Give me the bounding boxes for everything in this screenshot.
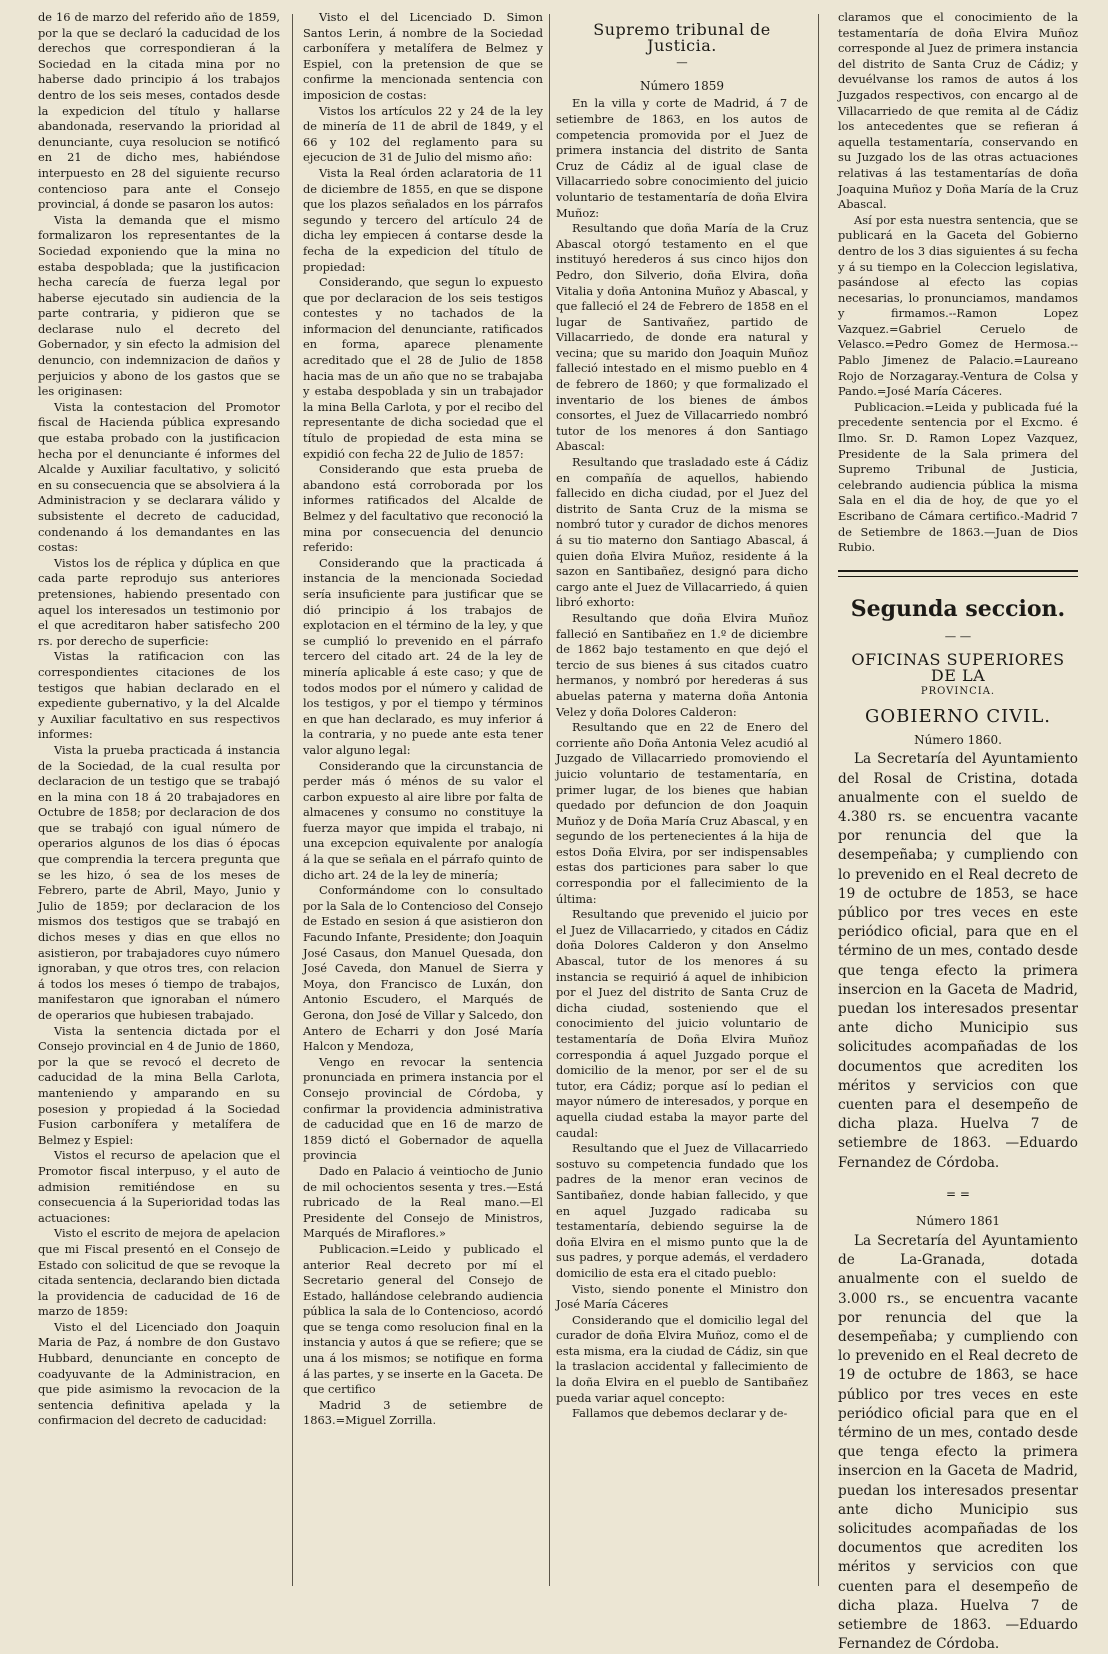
paragraph: Publicacion.=Leido y publicado el anterior Real decreto por mí el Secretario general del Consejo de Estado, hallándose celebrando audiencia pública la sala de lo Contencioso, acordó que se tenga como resolucion final en la instancia y autos á que se refiere; que se una á los mismos; se notifique en forma á las partes, y se inserte en la Gaceta. De que certifico	[303, 1241, 543, 1397]
column-rule	[292, 14, 293, 1586]
section-heading: Supremo tribunal de Justicia.	[593, 20, 771, 55]
column-rule	[549, 14, 550, 1586]
paragraph: Considerando que la circunstancia de perder más ó ménos de su valor el carbon expuesto al aire libre por falta de almacenes y consumo no constituye la fuerza mayor que impida el trabajo, ni una excepcion equivalente por analogía á la que se señala en el párrafo quinto de dicho art. 24 de la ley de minería;	[303, 758, 543, 882]
paragraph: Publicacion.=Leida y publicada fué la precedente sentencia por el Excmo. é Ilmo. Sr. D. Ramon Lopez Vazquez, Presidente de la Sala primera del Supremo Tribunal de Justicia, celebrando audiencia pública la misma Sala en el dia de hoy, de que yo el Escribano de Cámara certifico.-Madrid 7 de Setiembre de 1863.—Juan de Dios Rubio.	[838, 399, 1078, 555]
paragraph: Visto el del Licenciado D. Simon Santos Lerin, á nombre de la Sociedad carbonífera y metalífera de Belmez y Espiel, con la pretension de que se confirme la mencionada sentencia con imposicion de costas:	[303, 10, 543, 102]
paragraph: Resultando que doña Elvira Muñoz falleció en Santibañez en 1.º de diciembre de 1862 bajo testamento en que dejó el tercio de sus bienes á sus citados cuatro hermanos, y nombró por herederas á sus abuelas paterna y materna doña Antonia Velez y doña Dolores Calderon:	[556, 610, 808, 719]
entry-number: Número 1859	[639, 78, 725, 93]
subsection-title: OFICINAS SUPERIORES DE LA	[851, 650, 1065, 685]
paragraph: Visto el escrito de mejora de apelacion que mi Fiscal presentó en el Consejo de Estado con solicitud de que se revoque la citada sentencia, declarando bien dictada la providencia de caducidad de 16 de marzo de 1859:	[38, 1226, 280, 1319]
paragraph: Vistos los de réplica y dúplica en que cada parte reprodujo sus anteriores pretensiones, habiendo presentado con aquel los interesados un testimonio por el que acreditaron haber satisfecho 200 rs. por derecho de superficie:	[38, 555, 280, 648]
paragraph: Vista la contestacion del Promotor fiscal de Hacienda pública expresando que estaba probado con la justificacion hecha por el denunciante é informes del Alcalde y Auxiliar facultativo, y solicitó en su consecuencia que se absolviera á la Administracion y se declarara válido y subsistente el decreto de caducidad, condenando á los demandantes en las costas:	[38, 399, 280, 555]
paragraph: Vista la sentencia dictada por el Consejo provincial en 4 de Junio de 1860, por la que se revocó el decreto de caducidad de la mina Bella Carlota, manteniendo y amparando en su posesion y propiedad á la Sociedad Fusion carbonífera y metalífera de Belmez y Espiel:	[38, 1023, 280, 1147]
column-1	[38, 10, 280, 1590]
divider	[838, 570, 1078, 572]
paragraph: Considerando que esta prueba de abandono está corroborada por los informes ratificados del Alcalde de Belmez y del facultativo que reconoció la mina por consecuencia del denuncio referido:	[303, 462, 543, 555]
column-2	[303, 10, 543, 1590]
divider	[838, 576, 1078, 577]
separator: = =	[946, 1186, 970, 1201]
paragraph: Resultando que el Juez de Villacarriedo sostuvo su competencia fundado que los padres de la menor eran vecinos de Santibañez, donde habian fallecido, y que en aquel Juzgado radicaba su testamentaría, debiendo seguirse la de doña Elvira en el mismo punto que la de sus padres, y porque además, el verdadero domicilio de esta era el citado pueblo:	[556, 1141, 808, 1280]
paragraph: Vista la prueba practicada á instancia de la Sociedad, de la cual resulta por declaracion de un testigo que se trabajó en la mina con 18 á 20 trabajadores en Octubre de 1858; por declaracion de dos que se trabajó con igual número de operarios algunos de los dias ó épocas que comprendia la tercera pregunta que se les hizo, ó sea de los meses de Febrero, parte de Abril, Mayo, Junio y Julio de 1859; por declaracion de los mismos dos testigos que se trabajó en dichos meses y dias en que ellos no asistieron, por trabajadores cuyo número ignoraban, y que otros tres, con relacion á todos los meses ó tiempo de trabajos, manifestaron que ignoraban el número de operarios que hubiesen trabajado.	[38, 742, 280, 1022]
divider: —	[676, 55, 688, 70]
paragraph: Así por esta nuestra sentencia, que se publicará en la Gaceta del Gobierno dentro de los 3 dias siguientes á su fecha y á su tiempo en la Coleccion legislativa, pasándose al efecto las copias necesarias, lo pronunciamos, mandamos y firmamos.--Ramon Lopez Vazquez.=Gabriel Ceruelo de Velasco.=Pedro Gomez de Hermosa.--Pablo Jimenez de Palacio.=Laureano Rojo de Norzagaray.-Ventura de Colsa y Pando.=José María Cáceres.	[838, 212, 1078, 399]
paragraph: Considerando que la practicada á instancia de la mencionada Sociedad sería insuficiente para justificar que se dió principio á los trabajos de explotacion en el término de la ley, y que se cumplió lo prevenido en el párrafo tercero del citado art. 24 de la ley de minería aplicable á este caso; y que de todos modos por el número y calidad de los testigos, y por el tiempo y términos en que han declarado, es muy inferior á la contraria, y no puede ante esta tener valor alguno legal:	[303, 555, 543, 757]
divider: — —	[944, 628, 972, 643]
paragraph: Visto el del Licenciado don Joaquin Maria de Paz, á nombre de don Gustavo Hubbard, denunciante en concepto de coadyuvante de la Administracion, en que pide asimismo la revocacion de la sentencia definitiva apelada y la confirmacion del decreto de caducidad:	[38, 1319, 280, 1428]
column-4	[838, 10, 1078, 1653]
paragraph: Vistos los artículos 22 y 24 de la ley de minería de 11 de abril de 1849, y el 66 y 102 del reglamento para su ejecucion de 31 de Julio del mismo año:	[303, 103, 543, 165]
paragraph: claramos que el conocimiento de la testamentaría de doña Elvira Muñoz corresponde al Juez de primera instancia del distrito de Santa Cruz de Cádiz; y devuélvanse los ramos de autos á los Juzgados respectivos, con encargo al de Villacarriedo de que remita al de Cádiz los antecedentes que se refieran á aquella testamentaría, conservando en su Juzgado los de las otras actuaciones relativas á las testamentarías de doña Joaquina Muñoz y Doña María de la Cruz Abascal.	[838, 10, 1078, 212]
paragraph: Vistas la ratificacion con las correspondientes citaciones de los testigos que habian declarado en el expediente gubernativo, y la del Alcalde y Auxiliar facultativo en sus respectivos informes:	[38, 649, 280, 742]
paragraph: Visto, siendo ponente el Ministro don José María Cáceres	[556, 1281, 808, 1312]
paragraph: En la villa y corte de Madrid, á 7 de setiembre de 1863, en los autos de competencia promovida por el Juez de primera instancia del distrito de Santa Cruz de Cádiz al de igual clase de Villacarriedo sobre conocimiento del juicio voluntario de testamentaría de doña Elvira Muñoz:	[556, 96, 808, 220]
paragraph: Dado en Palacio á veintiocho de Junio de mil ochocientos sesenta y tres.—Está rubricado de la Real mano.—El Presidente del Consejo de Ministros, Marqués de Miraflores.»	[303, 1163, 543, 1241]
section-title: Segunda seccion.	[850, 595, 1066, 622]
paragraph: Madrid 3 de setiembre de 1863.=Miguel Zorrilla.	[303, 1397, 543, 1428]
paragraph: Resultando que prevenido el juicio por el Juez de Villacarriedo, y citados en Cádiz doña Dolores Calderon y don Anselmo Abascal, tutor de los menores á su instancia se requirió á aquel de inhibicion por el Juez del distrito de Santa Cruz de dicha ciudad, sosteniendo que el conocimiento del juicio voluntario de testamentaría de Doña Elvira Muñoz correspondia á aquel Juzgado porque el domicilio de la menor, por ser el de su tutor, era Cádiz; porque así lo pedian el mayor número de interesados, y porque en aquella ciudad estaba la mayor parte del caudal:	[556, 907, 808, 1140]
paragraph: Resultando que en 22 de Enero del corriente año Doña Antonia Velez acudió al Juzgado de Villacarriedo promoviendo el juicio voluntario de testamentaría, en primer lugar, de los bienes que habian quedado por defuncion de don Joaquin Muñoz y de Doña María Cruz Abascal, y en segundo de los pertenecientes á la hija de estos Doña Elvira, por ser indispensables estas dos particiones para saber lo que correspondia por el fallecimiento de la última:	[556, 720, 808, 906]
paragraph: La Secretaría del Ayuntamiento de La-Granada, dotada anualmente con el sueldo de 3.000 rs., se encuentra vacante por renuncia del que la desempeñaba; y cumpliendo con lo prevenido en el Real decreto de 19 de octubre de 1863, se hace público por tres veces en este periódico oficial para que en el término de un mes, contado desde que tenga efecto la primera insercion en la Gaceta de Madrid, puedan los interesados presentar ante dicho Municipio sus solicitudes acompañadas de los documentos que acrediten los méritos y servicios con que cuenten para el desempeño de dicha plaza. Huelva 7 de setiembre de 1863. —Eduardo Fernandez de Córdoba.	[838, 1233, 1078, 1653]
column-rule	[818, 14, 819, 1586]
subsection-subtitle: PROVINCIA.	[920, 685, 996, 697]
paragraph: Fallamos que debemos declarar y de-	[572, 1406, 788, 1421]
entry-number: Número 1860.	[914, 732, 1002, 747]
paragraph: Vengo en revocar la sentencia pronunciada en primera instancia por el Consejo provincial de Córdoba, y confirmar la providencia administrativa de caducidad que en 16 de marzo de 1859 dictó el Gobernador de aquella provincia	[303, 1054, 543, 1163]
paragraph: La Secretaría del Ayuntamiento del Rosal de Cristina, dotada anualmente con el sueldo de 4.380 rs. se encuentra vacante por renuncia del que la desempeñaba; y cumpliendo con lo prevenido en el Real decreto de 19 de octubre de 1853, se hace público por tres veces en este periódico oficial, para que en el término de un mes, contado desde que tenga efecto la primera insercion en la Gaceta de Madrid, puedan los interesados presentar ante dicho Municipio sus solicitudes acompañadas de los documentos que acrediten los méritos y servicios con que cuenten para el desempeño de dicha plaza. Huelva 7 de setiembre de 1863. —Eduardo Fernandez de Córdoba.	[838, 751, 1078, 1171]
paragraph: Considerando, que segun lo expuesto que por declaracion de los seis testigos contestes y no tachados de la informacion del denunciante, ratificados en forma, aparece plenamente acreditado que el 28 de Julio de 1858 hacia mas de un año que no se trabajaba y estaba despoblada y sin un trabajador la mina Bella Carlota, y por el recibo del representante de dicha sociedad que el título de propiedad de esta mina se expidió con fecha 22 de Julio de 1857:	[303, 275, 543, 461]
paragraph: Conformándome con lo consultado por la Sala de lo Contencioso del Consejo de Estado en sesion á que asistieron don Facundo Infante, Presidente; don Joaquin José Casaus, don Manuel Quesada, don José Caveda, don Manuel de Sierra y Moya, don Francisco de Luxán, don Antonio Escudero, el Marqués de Gerona, don José de Villar y Salcedo, don Antero de Echarri y don José María Halcon y Mendoza,	[303, 883, 543, 1054]
paragraph: Vistos el recurso de apelacion que el Promotor fiscal interpuso, y el auto de admision remitiéndose en su consecuencia á la Superioridad todas las actuaciones:	[38, 1148, 280, 1225]
column-3	[556, 10, 808, 1590]
entry-number: Número 1861	[915, 1214, 1001, 1229]
paragraph: Vista la Real órden aclaratoria de 11 de diciembre de 1855, en que se dispone que los plazos señalados en los párrafos segundo y tercero del artículo 24 de dicha ley empiecen á contarse desde la fecha de la expedicion del título de propiedad:	[303, 165, 543, 274]
paragraph: Vista la demanda que el mismo formalizaron los representantes de la Sociedad exponiendo que la mina no estaba despoblada; que la justificacion hecha carecía de fuerza legal por haberse ejecutado sin audiencia de la parte contraria, y pidieron que se declarase nulo el decreto del Gobernador, y sin efecto la admision del denuncio, con indemnizacion de daños y perjuicios y abono de los gastos que se les originasen:	[38, 212, 280, 399]
paragraph: Resultando que doña María de la Cruz Abascal otorgó testamento en el que instituyó herederos á sus cinco hijos don Pedro, don Silverio, doña Elvira, doña Vitalia y doña Antonina Muñoz y Abascal, y que falleció el 24 de Febrero de 1858 en el lugar de Santivañez, partido de Villacarriedo, de donde era natural y vecina; que su marido don Joaquin Muñoz falleció intestado en el mismo pueblo en 4 de febrero de 1860; y que formalizado el inventario de los bienes de ámbos consortes, el Juez de Villacarriedo nombró tutor de los menores á don Santiago Abascal:	[556, 221, 808, 454]
department-title: GOBIERNO CIVIL.	[864, 706, 1052, 728]
paragraph: Resultando que trasladado este á Cádiz en compañía de aquellos, habiendo fallecido en dicha ciudad, por el Juez del distrito de Santa Cruz de la misma se nombró tutor y curador de dichos menores á su tio materno don Santiago Abascal, á quien doña Elvira Muñoz, residente á la sazon en Santibañez, designó para dicho cargo ante el Juez de Villacarriedo, á quien libró exhorto:	[556, 455, 808, 610]
paragraph: de 16 de marzo del referido año de 1859, por la que se declaró la caducidad de los derechos que correspondieran á la Sociedad en la citada mina por no haberse dado principio á los trabajos dentro de los seis meses, contados desde la expedicion del título y hallarse abandonada, reservando la prioridad al denunciante, cuya resolucion se notificó en 21 de dicho mes, habiéndose interpuesto en 28 del siguiente recurso contencioso para ante el Consejo provincial, á donde se pasaron los autos:	[38, 10, 280, 212]
paragraph: Considerando que el domicilio legal del curador de doña Elvira Muñoz, como el de esta misma, era la ciudad de Cádiz, sin que la traslacion accidental y fallecimiento de la doña Elvira en el pueblo de Santibañez pueda variar aquel concepto:	[556, 1312, 808, 1405]
